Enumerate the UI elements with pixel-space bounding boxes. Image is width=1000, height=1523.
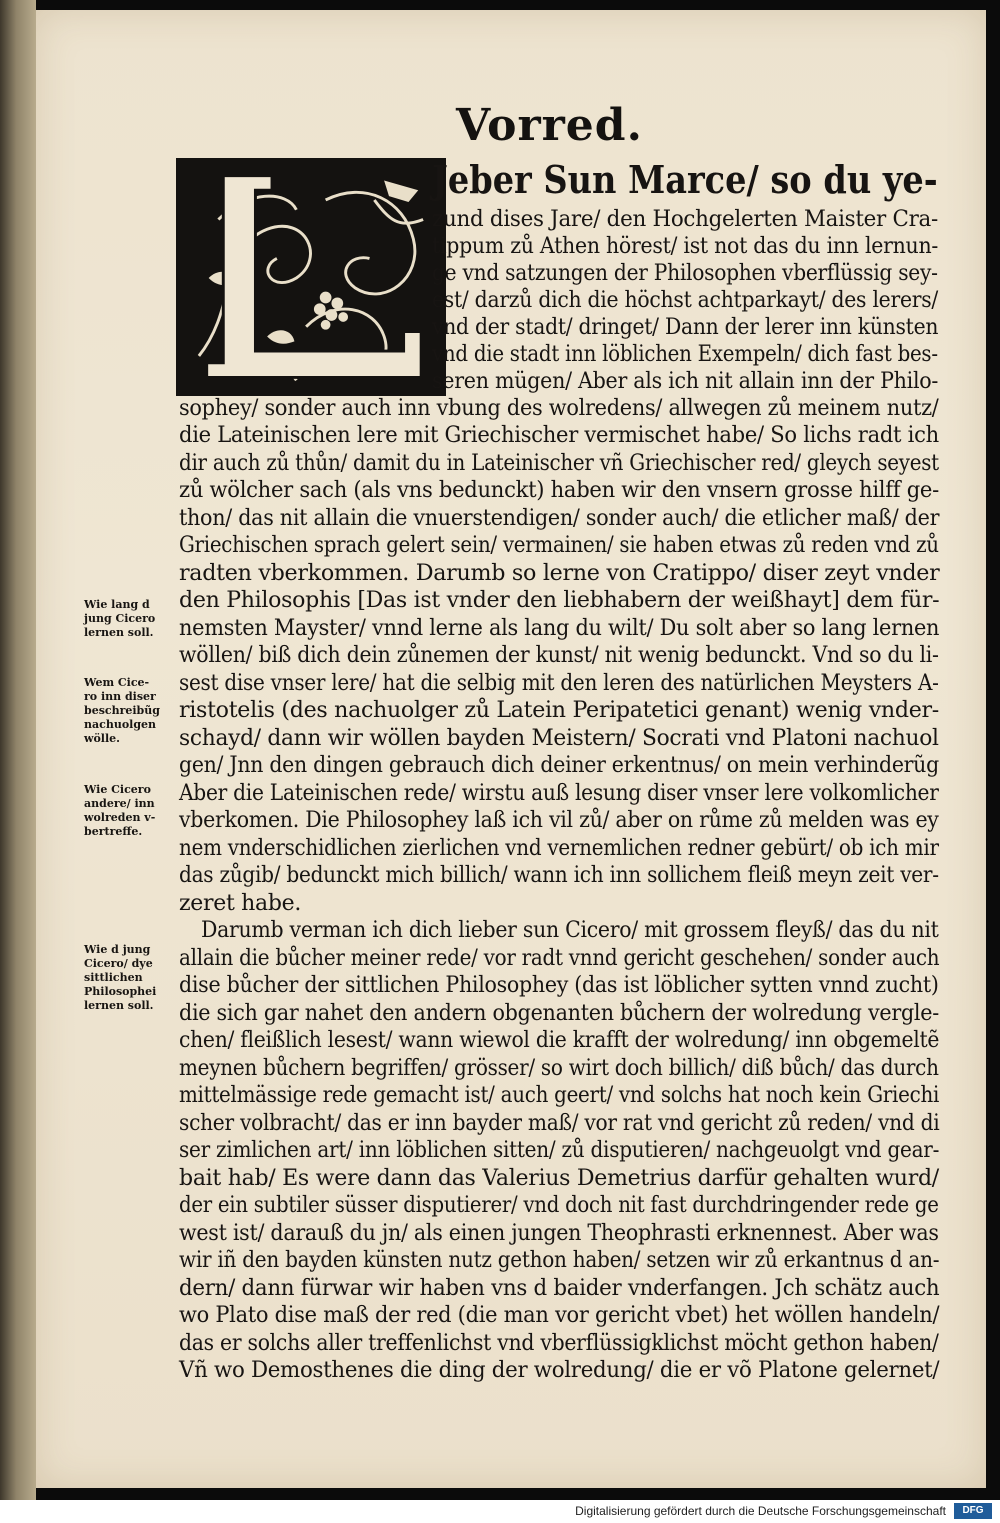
text-line: Darumb verman ich dich lieber sun Cicero/ mit grossem fleyß/ das du nit: [201, 918, 939, 943]
text-line: mittelmässige rede gemacht ist/ auch geert/ vnd solchs hat noch kein Griechi: [179, 1083, 940, 1108]
text-line: allain die bůcher meiner rede/ vor radt vnnd gericht geschehen/ sonder auch: [179, 945, 940, 971]
margin-note: [84, 676, 160, 746]
margin-note-line: wölle.: [84, 732, 120, 745]
text-line: das zůgib/ bedunckt mich billich/ wann ich inn sollichem fleiß meyn zeit ver-: [179, 863, 939, 888]
margin-note-line: sittlichen: [84, 971, 143, 984]
margin-note-line: Wie Cicero: [84, 783, 151, 796]
text-line: vnd der stadt/ dringet/ Dann der lerer inn künsten: [432, 315, 939, 340]
text-line: die sich gar nahet den andern obgenanten bůchern der wolredung vergle-: [179, 1000, 939, 1026]
text-line: Jeber Sun Marce/ so du ye-: [432, 157, 938, 202]
decorated-initial: [176, 158, 446, 396]
text-line: scher volbracht/ das er inn bayder maß/ vor rat vnd gericht zů reden/ vnd di: [179, 1110, 940, 1136]
text-line: zeret habe.: [179, 890, 302, 916]
text-line: nemsten Mayster/ vnnd lerne als lang du wilt/ Du solt aber so lang lernen: [179, 615, 940, 641]
margin-note: [84, 598, 155, 640]
margin-note-line: lernen soll.: [84, 999, 154, 1012]
book-gutter: [0, 0, 36, 1500]
text-line: chen/ fleißlich lesest/ wann wiewol die krafft der wolredung/ inn obgemeltẽ: [179, 1028, 940, 1053]
text-line: Aber die Lateinischen rede/ wirstu auß lesung diser vnser lere volkomlicher: [179, 780, 939, 806]
text-line: gen/ Jnn den dingen gebrauch dich deiner erkentnus/ on mein verhinderũg: [179, 753, 939, 778]
dfg-logo: DFG: [954, 1503, 992, 1519]
text-line: vberkomen. Die Philosophey laß ich vil zů/ aber on růme zů melden was ey: [179, 808, 939, 833]
margin-note-line: ro inn diser: [84, 690, 156, 703]
text-line: die Lateinischen lere mit Griechischer vermischet habe/ So lichs radt ich: [179, 423, 939, 448]
text-line: nem vnderschidlichen zierlichen vnd vernemlichen redner gebürt/ ob ich mir: [179, 835, 939, 861]
text-line: schayd/ dann wir wöllen bayden Meistern/ Socrati vnd Platoni nachuol: [179, 725, 939, 751]
margin-note-line: wolreden v-: [84, 811, 156, 824]
margin-note-line: beschreibũg: [84, 704, 160, 717]
margin-note-line: Wie lang d: [84, 598, 150, 611]
text-line: das er solchs aller treffenlichst vnd vberflüssigklichst möcht gethon haben/: [179, 1330, 939, 1356]
text-line: seren mügen/ Aber als ich nit allain inn der Philo-: [432, 369, 939, 394]
text-line: ge vnd satzungen der Philosophen vberflüssig sey-: [432, 261, 938, 286]
footer-bar: [0, 1500, 1000, 1523]
margin-note: [84, 783, 155, 839]
funding-credit: Digitalisierung gefördert durch die Deutsche Forschungsgemeinschaft: [575, 1504, 946, 1518]
margin-note: [84, 943, 156, 1013]
text-line: den Philosophis [Das ist vnder den liebhabern der weißhayt] dem für-: [179, 588, 940, 613]
text-line: dir auch zů thůn/ damit du in Lateinischer vñ Griechischer red/ gleych seyest: [179, 450, 939, 476]
margin-note-line: Philosophei: [84, 985, 157, 998]
text-line: wo Plato dise maß der red (die man vor gericht vbet) het wöllen handeln/: [179, 1303, 940, 1328]
margin-note-line: Wem Cice-: [84, 676, 150, 689]
text-line: west ist/ darauß du jn/ als einen jungen Theophrasti erknennest. Aber was: [179, 1220, 939, 1246]
margin-note-line: bertreffe.: [84, 825, 143, 838]
margin-note-line: nachuolgen: [84, 718, 157, 731]
text-line: ser zimlichen art/ inn löblichen sitten/ zů disputieren/ nachgeuolgt vnd gear-: [179, 1138, 940, 1163]
text-line: dise bůcher der sittlichen Philosophey (das ist löblicher sytten vnnd zucht): [179, 973, 939, 998]
margin-note-line: jung Cicero: [84, 612, 156, 625]
text-line: sest dise vnser lere/ hat die selbig mit den leren des natürlichen Meysters A-: [179, 670, 939, 696]
text-line: vnd die stadt inn löblichen Exempeln/ dich fast bes-: [432, 342, 938, 367]
margin-note-line: andere/ inn: [84, 797, 155, 810]
book-page: [36, 10, 986, 1488]
text-line: zů wölcher sach (als vns bedunckt) haben wir den vnsern grosse hilff ge-: [179, 478, 939, 503]
text-line: der ein subtiler süsser disputierer/ vnd doch nit fast durchdringender rede ge: [179, 1193, 939, 1218]
text-line: zund dises Jare/ den Hochgelerten Maister Cra-: [432, 207, 938, 232]
text-line: tippum zů Athen hörest/ ist not das du inn lernun-: [432, 234, 939, 259]
text-line: est/ darzů dich die höchst achtparkayt/ des lerers/: [432, 288, 938, 313]
text-line: dern/ dann fürwar wir haben vns d baider vnderfangen. Jch schätz auch: [179, 1275, 940, 1301]
margin-note-line: lernen soll.: [84, 626, 154, 639]
text-line: meynen bůchern begriffen/ grösser/ so wirt doch billich/ diß bůch/ das durch: [179, 1055, 939, 1081]
text-line: Griechischen sprach gelert sein/ vermainen/ sie haben etwas zů reden vnd zů: [179, 533, 939, 558]
text-line: radten vberkommen. Darumb so lerne von Cratippo/ diser zeyt vnder: [179, 560, 940, 586]
text-line: sophey/ sonder auch inn vbung des wolredens/ allwegen zů meinem nutz/: [179, 396, 939, 421]
page-heading: Vorred.: [456, 100, 643, 151]
text-line: wir iñ den bayden künsten nutz gethon haben/ setzen wir zů erkantnus d an-: [179, 1248, 940, 1273]
margin-note-line: Wie d jung: [84, 943, 151, 956]
text-line: bait hab/ Es were dann das Valerius Demetrius darfür gehalten wurd/: [179, 1165, 939, 1191]
text-line: thon/ das nit allain die vnuerstendigen/ sonder auch/ die etlicher maß/ der: [179, 505, 940, 531]
text-line: ristotelis (des nachuolger zů Latein Peripatetici genant) wenig vnder-: [179, 698, 939, 723]
text-line: Vñ wo Demosthenes die ding der wolredung/ die er võ Platone gelernet/: [179, 1358, 940, 1383]
margin-note-line: Cicero/ dye: [84, 957, 153, 970]
text-line: wöllen/ biß dich dein zůnemen der kunst/ nit wenig bedunckt. Vnd so du li-: [179, 643, 939, 668]
